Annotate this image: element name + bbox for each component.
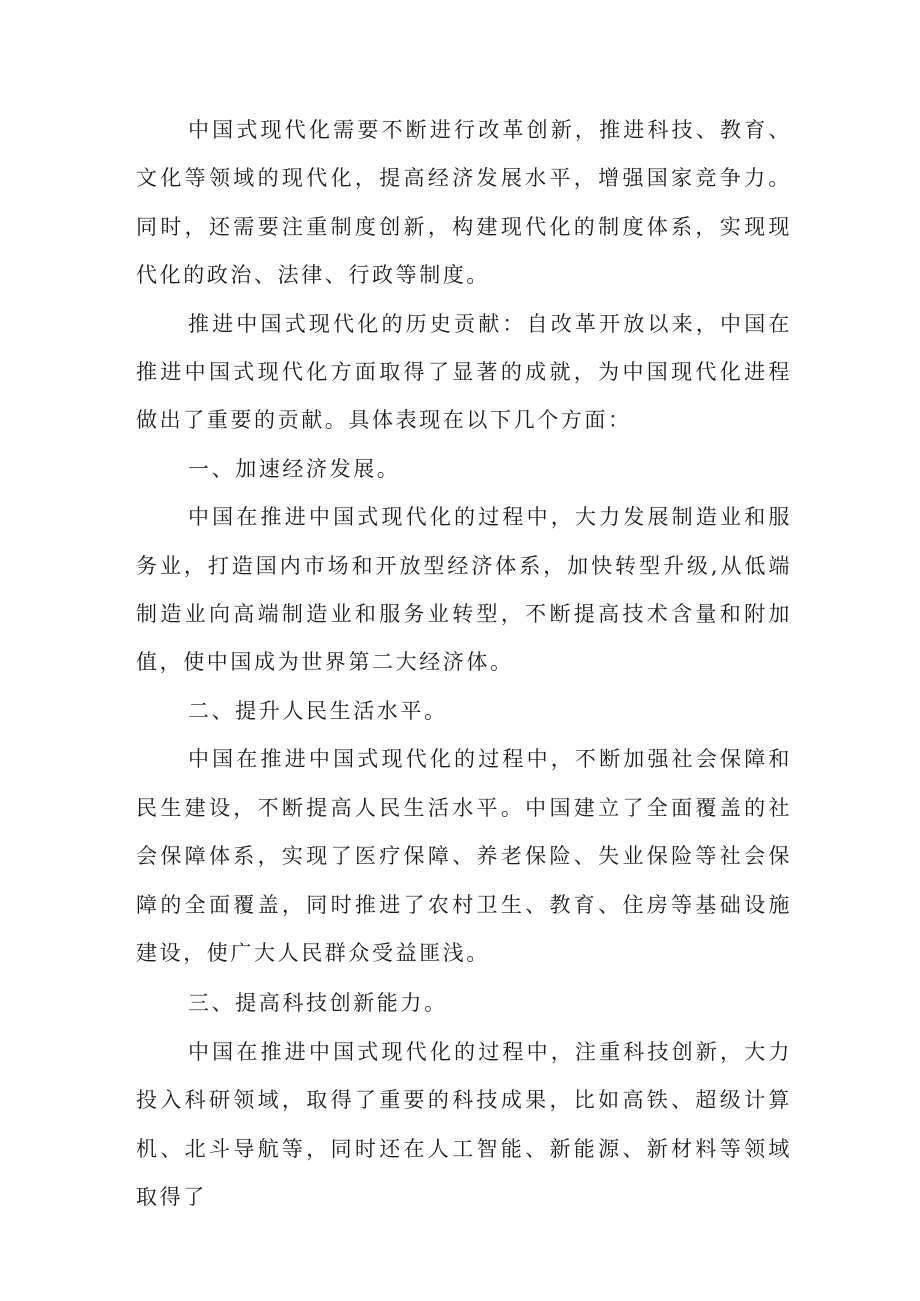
- paragraph-tech-innovation: 中国在推进中国式现代化的过程中，注重科技创新，大力投入科研领域，取得了重要的科技成果，比如高铁、超级计算机、北斗导航等，同时还在人工智能、新能源、新材料等领域取得了: [136, 1039, 792, 1209]
- heading-accelerate-economy: 一、加速经济发展。: [188, 456, 401, 481]
- paragraph-economy: 中国在推进中国式现代化的过程中，大力发展制造业和服务业，打造国内市场和开放型经济体系，加快转型升级,从低端制造业向高端制造业和服务业转型，不断提高技术含量和附加值，使中国成为世界第二大经济体。: [136, 505, 792, 675]
- heading-living-standards: 二、提升人民生活水平。: [188, 698, 448, 723]
- heading-tech-innovation: 三、提高科技创新能力。: [188, 991, 448, 1016]
- paragraph-living-standards: 中国在推进中国式现代化的过程中，不断加强社会保障和民生建设，不断提高人民生活水平。中国建立了全面覆盖的社会保障体系，实现了医疗保障、养老保险、失业保险等社会保障的全面覆盖，同时推进了农村卫生、教育、住房等基础设施建设，使广大人民群众受益匪浅。: [136, 747, 792, 965]
- paragraph-historical-contribution: 推进中国式现代化的历史贡献：自改革开放以来，中国在推进中国式现代化方面取得了显著的成就，为中国现代化进程做出了重要的贡献。具体表现在以下几个方面：: [136, 311, 792, 433]
- paragraph-reform-innovation: 中国式现代化需要不断进行改革创新，推进科技、教育、文化等领域的现代化，提高经济发展水平，增强国家竞争力。同时，还需要注重制度创新，构建现代化的制度体系，实现现代化的政治、法律、行政等制度。: [136, 118, 792, 288]
- document-body: [136, 106, 792, 1221]
